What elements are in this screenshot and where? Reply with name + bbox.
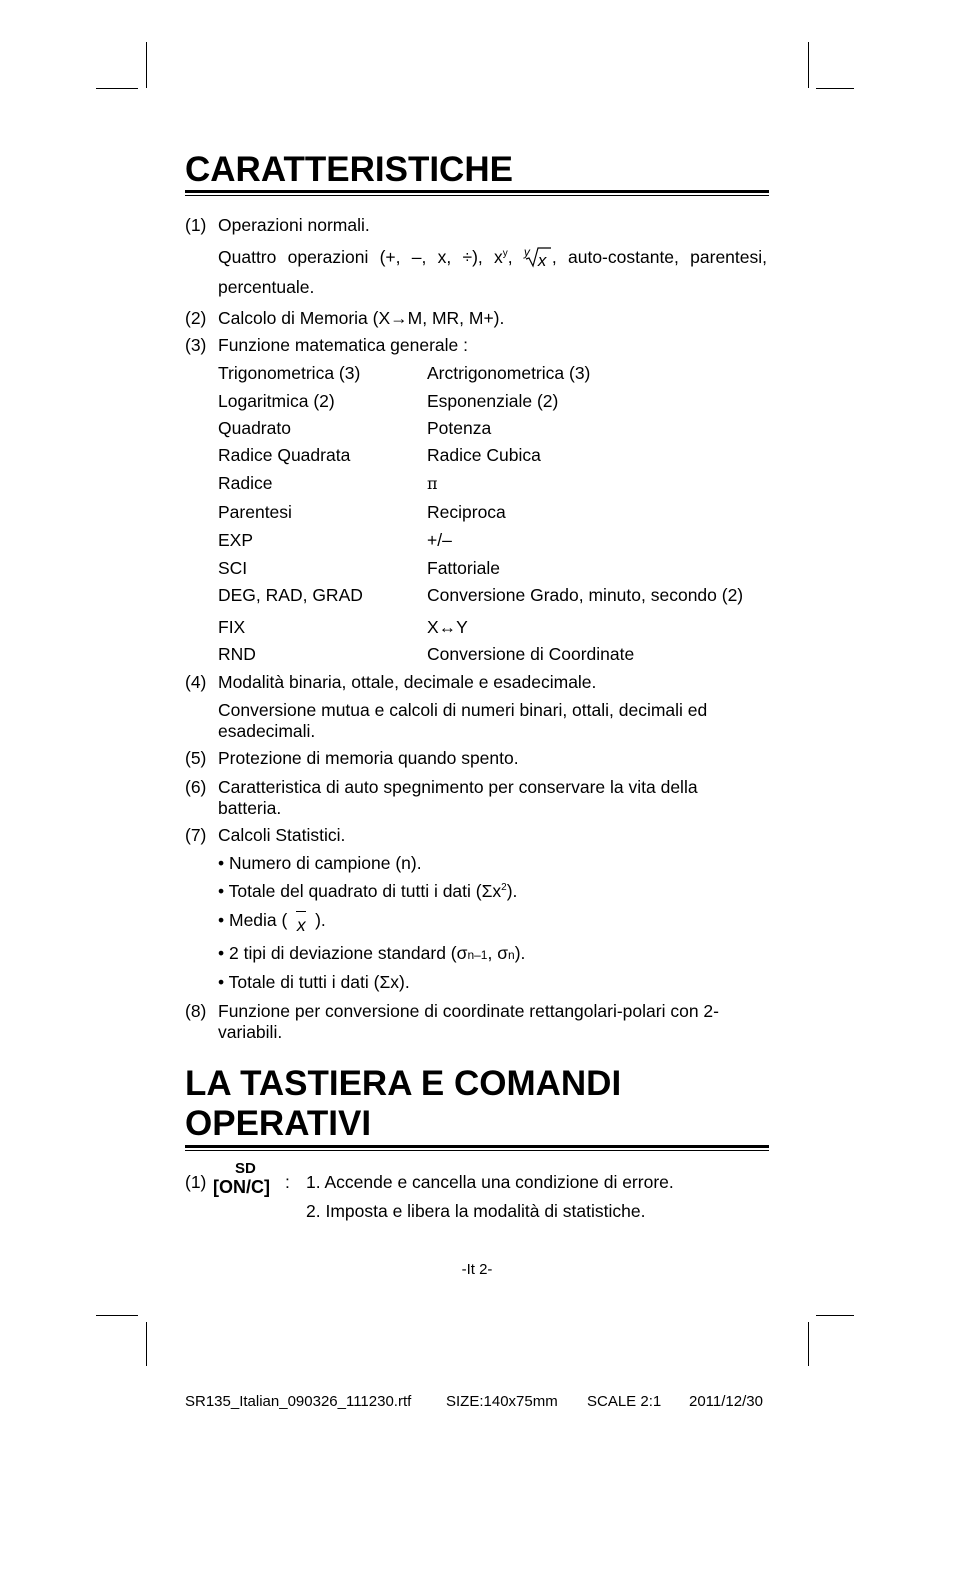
crop-mark (96, 1315, 138, 1316)
footer-size: SIZE:140x75mm (446, 1393, 558, 1410)
page-number: -It 2- (461, 1261, 493, 1278)
item-text: Funzione per conversione di coordinate rettangolari-polari con 2-variabili. (218, 1001, 719, 1042)
overline (296, 911, 306, 912)
x-bar (292, 915, 310, 936)
crop-mark (146, 1322, 147, 1366)
stats-text: ). (514, 943, 526, 963)
item-detail: Conversione mutua e calcoli di numeri binari, ottali, decimali ed esadecimali. (218, 700, 708, 741)
colon: : (285, 1172, 290, 1192)
item-number: (1) (185, 215, 207, 235)
key-function: 1. Accende e cancella una condizione di errore. (306, 1172, 674, 1192)
item-text: Caratteristica di auto spegnimento per conservare la vita della batteria. (218, 777, 698, 818)
detail-text: , auto-costante, parentesi, (551, 247, 768, 267)
item-text: Protezione di memoria quando spento. (218, 748, 519, 768)
function-right: Potenza (427, 418, 492, 438)
function-left: Quadrato (218, 418, 291, 438)
item-text: Funzione matematica generale : (218, 335, 468, 355)
stats-text: • Media ( (218, 910, 288, 930)
section-title-line: LA TASTIERA E COMANDI (185, 1064, 622, 1103)
subscript: n (508, 948, 515, 962)
section-title-line: OPERATIVI (185, 1104, 372, 1143)
stats-bullet (218, 881, 517, 905)
subscript: n–1 (467, 948, 488, 962)
function-left: EXP (218, 530, 254, 550)
stats-text: • 2 tipi di deviazione standard ( (218, 943, 457, 963)
function-left: Radice (218, 473, 273, 493)
item-detail: Quattro operazioni (+, –, x, ÷), $x^y$, y x , auto-costante, parentesi, (218, 246, 767, 271)
item-number: (4) (185, 672, 207, 692)
function-right: +/– (427, 530, 452, 550)
root-radicand: x (537, 251, 547, 270)
item-number: (5) (185, 748, 207, 768)
function-right: π (427, 474, 438, 493)
item-text: Modalità binaria, ottale, decimale e esadecimale. (218, 672, 597, 692)
root-symbol (523, 245, 552, 270)
function-left: Radice Quadrata (218, 445, 351, 465)
footer-date: 2011/12/30 (689, 1393, 763, 1410)
crop-mark (816, 88, 854, 89)
crop-mark (96, 88, 138, 89)
section-title (185, 1064, 621, 1144)
stats-text: ). (506, 881, 518, 901)
stats-text: ). (315, 910, 326, 930)
crop-mark (816, 1315, 854, 1316)
item-number: (8) (185, 1001, 207, 1021)
function-right: Conversione Grado, minuto, secondo (2) (427, 585, 744, 605)
item-number: (1) (185, 1172, 207, 1192)
item-number: (3) (185, 335, 207, 355)
item-text: Calcolo di Memoria (X→M, MR, M+). (218, 308, 505, 328)
on-c-key (213, 1161, 283, 1201)
function-right: Conversione di Coordinate (427, 644, 635, 664)
function-right: Esponenziale (2) (427, 391, 559, 411)
stats-bullet: • Numero di campione (n). (218, 853, 422, 873)
sigma-symbol: σ (497, 943, 509, 963)
crop-mark (146, 42, 147, 88)
detail-text: Quattro operazioni (+, –, x, ÷), x (218, 247, 503, 267)
crop-mark (808, 42, 809, 88)
item-text: Operazioni normali. (218, 215, 370, 235)
root-index: y (523, 245, 530, 259)
crop-mark (808, 1322, 809, 1366)
function-right: X↔Y (427, 617, 468, 637)
stats-text: • Totale del quadrato di tutti i dati (Σx (218, 881, 502, 901)
function-right: Arctrigonometrica (3) (427, 363, 591, 383)
title-rule (185, 1145, 769, 1151)
function-left: Trigonometrica (3) (218, 363, 361, 383)
function-right: Fattoriale (427, 558, 500, 578)
item-number: (6) (185, 777, 207, 797)
function-left: Logaritmica (2) (218, 391, 335, 411)
item-number: (7) (185, 825, 207, 845)
stats-bullet (218, 910, 326, 935)
title-rule (185, 190, 769, 196)
function-right: Radice Cubica (427, 445, 541, 465)
function-left: RND (218, 644, 256, 664)
function-left: SCI (218, 558, 248, 578)
function-left: DEG, RAD, GRAD (218, 585, 363, 605)
key-shift-label: SD (235, 1160, 256, 1177)
stats-text: , (487, 943, 498, 963)
key-function: 2. Imposta e libera la modalità di statistiche. (306, 1201, 646, 1221)
stats-bullet (218, 943, 525, 966)
footer-scale: SCALE 2:1 (587, 1393, 662, 1410)
superscript: y (502, 248, 508, 259)
function-right: Reciproca (427, 502, 506, 522)
item-detail: percentuale. (218, 277, 315, 297)
x-bar-var: x (296, 915, 306, 935)
stats-bullet: • Totale di tutti i dati (Σx). (218, 972, 410, 992)
footer-file: SR135_Italian_090326_111230.rtf (185, 1393, 412, 1410)
item-text: Calcoli Statistici. (218, 825, 346, 845)
superscript: 2 (501, 882, 507, 893)
section-title: CARATTERISTICHE (185, 150, 513, 189)
function-left: FIX (218, 617, 246, 637)
function-left: Parentesi (218, 502, 292, 522)
sigma-symbol: σ (456, 943, 468, 963)
item-number: (2) (185, 308, 207, 328)
key-label: [ON/C] (213, 1177, 270, 1197)
